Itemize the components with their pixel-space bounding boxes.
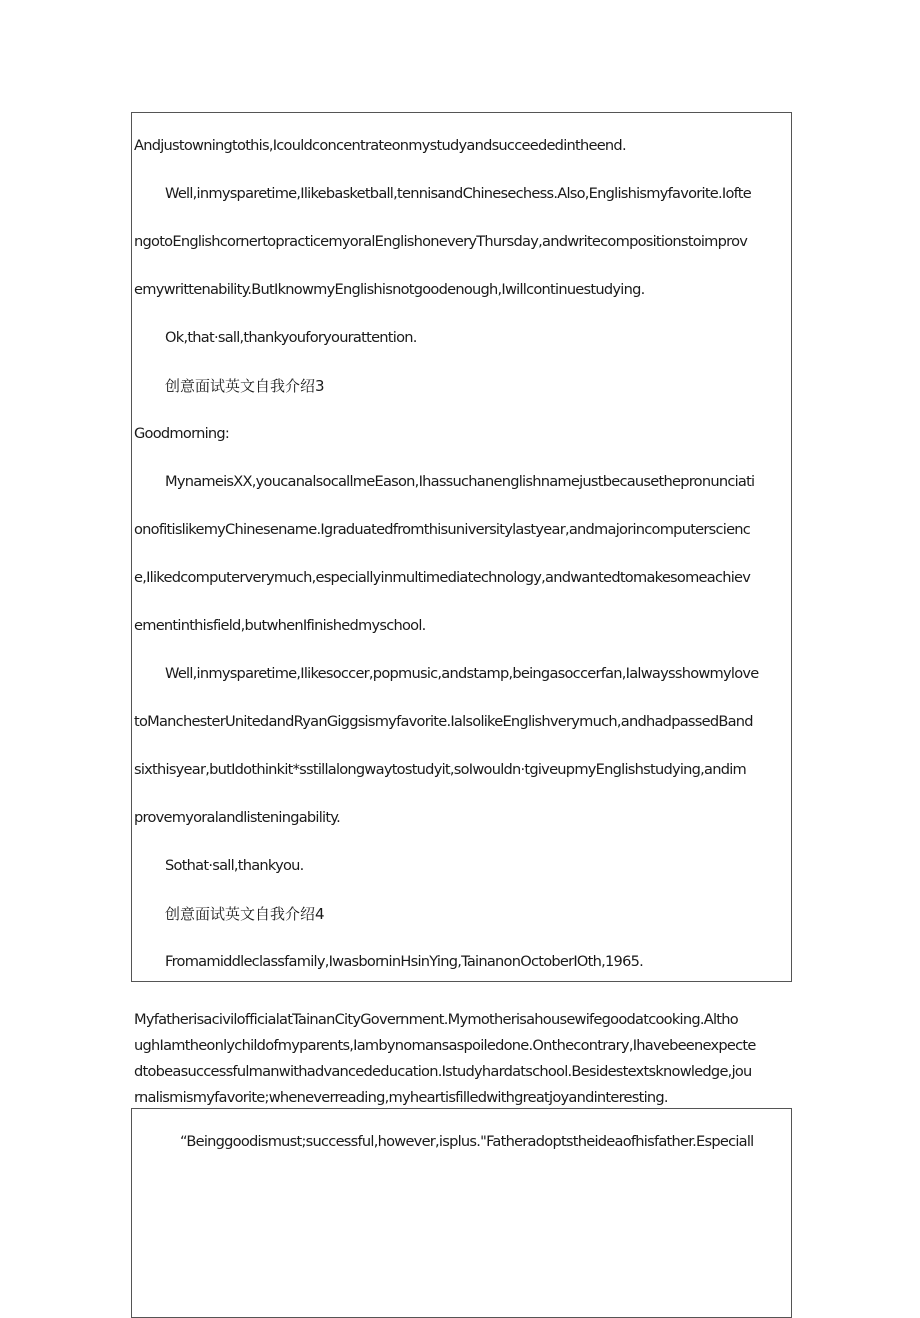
closing-line: Sothat·sall,thankyou.: [165, 857, 304, 874]
paragraph-line: onofitislikemyChinesename.Igraduatedfromthisuniversitylastyear,andmajorincomputerscienc: [134, 521, 751, 538]
paragraph-line: provemyoralandlisteningability.: [134, 809, 340, 826]
paragraph-line: Well,inmysparetime,Ilikebasketball,tennisandChinesechess.Also,Englishismyfavorite.Iofte: [165, 185, 751, 202]
paragraph-line: e,Ilikedcomputerverymuch,especiallyinmultimediatechnology,andwantedtomakesomeachiev: [134, 569, 751, 586]
paragraph-line: sixthisyear,butIdothinkit*sstillalongwaytostudyit,soIwouldn·tgiveupmyEnglishstudying,andim: [134, 761, 747, 778]
paragraph-line: MynameisXX,youcanalsocallmeEason,Ihassuchanenglishnamejustbecausethepronunciati: [165, 473, 755, 490]
paragraph-line: ngotoEnglishcornertopracticemyoralEnglishoneveryThursday,andwritecompositionstoimprov: [134, 233, 748, 250]
paragraph-line: Well,inmysparetime,Ilikesoccer,popmusic,andstamp,beingasoccerfan,Ialwaysshowmylove: [165, 665, 759, 682]
paragraph-line: dtobeasuccessfulmanwithadvancededucation.Istudyhardatschool.Besidestextsknowledge,jou: [134, 1063, 752, 1080]
closing-line: Ok,that·sall,thankyouforyourattention.: [165, 329, 417, 346]
paragraph-line: MyfatherisacivilofficialatTainanCityGovernment.Mymotherisahousewifegoodatcooking.Altho: [134, 1011, 738, 1028]
paragraph-line: ementinthisfield,butwhenIfinishedmyschool.: [134, 617, 426, 634]
paragraph-line: Andjustowningtothis,Icouldconcentrateonmystudyandsucceededintheend.: [134, 137, 626, 154]
greeting: Goodmorning:: [134, 425, 230, 442]
section-heading: 创意面试英文自我介绍4: [165, 905, 325, 923]
section-heading: 创意面试英文自我介绍3: [165, 377, 325, 395]
paragraph-line: Fromamiddleclassfamily,IwasborninHsinYing,TainanonOctoberIOth,1965.: [165, 953, 644, 970]
paragraph-line: emywrittenability.ButIknowmyEnglishisnotgoodenough,Iwillcontinuestudying.: [134, 281, 645, 298]
paragraph-line: rnalismismyfavorite;wheneverreading,myheartisfilledwithgreatjoyandinteresting.: [134, 1089, 668, 1106]
paragraph-line: toManchesterUnitedandRyanGiggsismyfavorite.IalsolikeEnglishverymuch,andhadpassedBand: [134, 713, 753, 730]
paragraph-line: ughIamtheonlychildofmyparents,Iambynomansaspoiledone.Onthecontrary,Ihavebeenexpecte: [134, 1037, 756, 1054]
quote-line: “Beinggoodismust;successful,however,isplus."Fatheradoptstheideaofhisfather.Especiall: [180, 1133, 754, 1150]
